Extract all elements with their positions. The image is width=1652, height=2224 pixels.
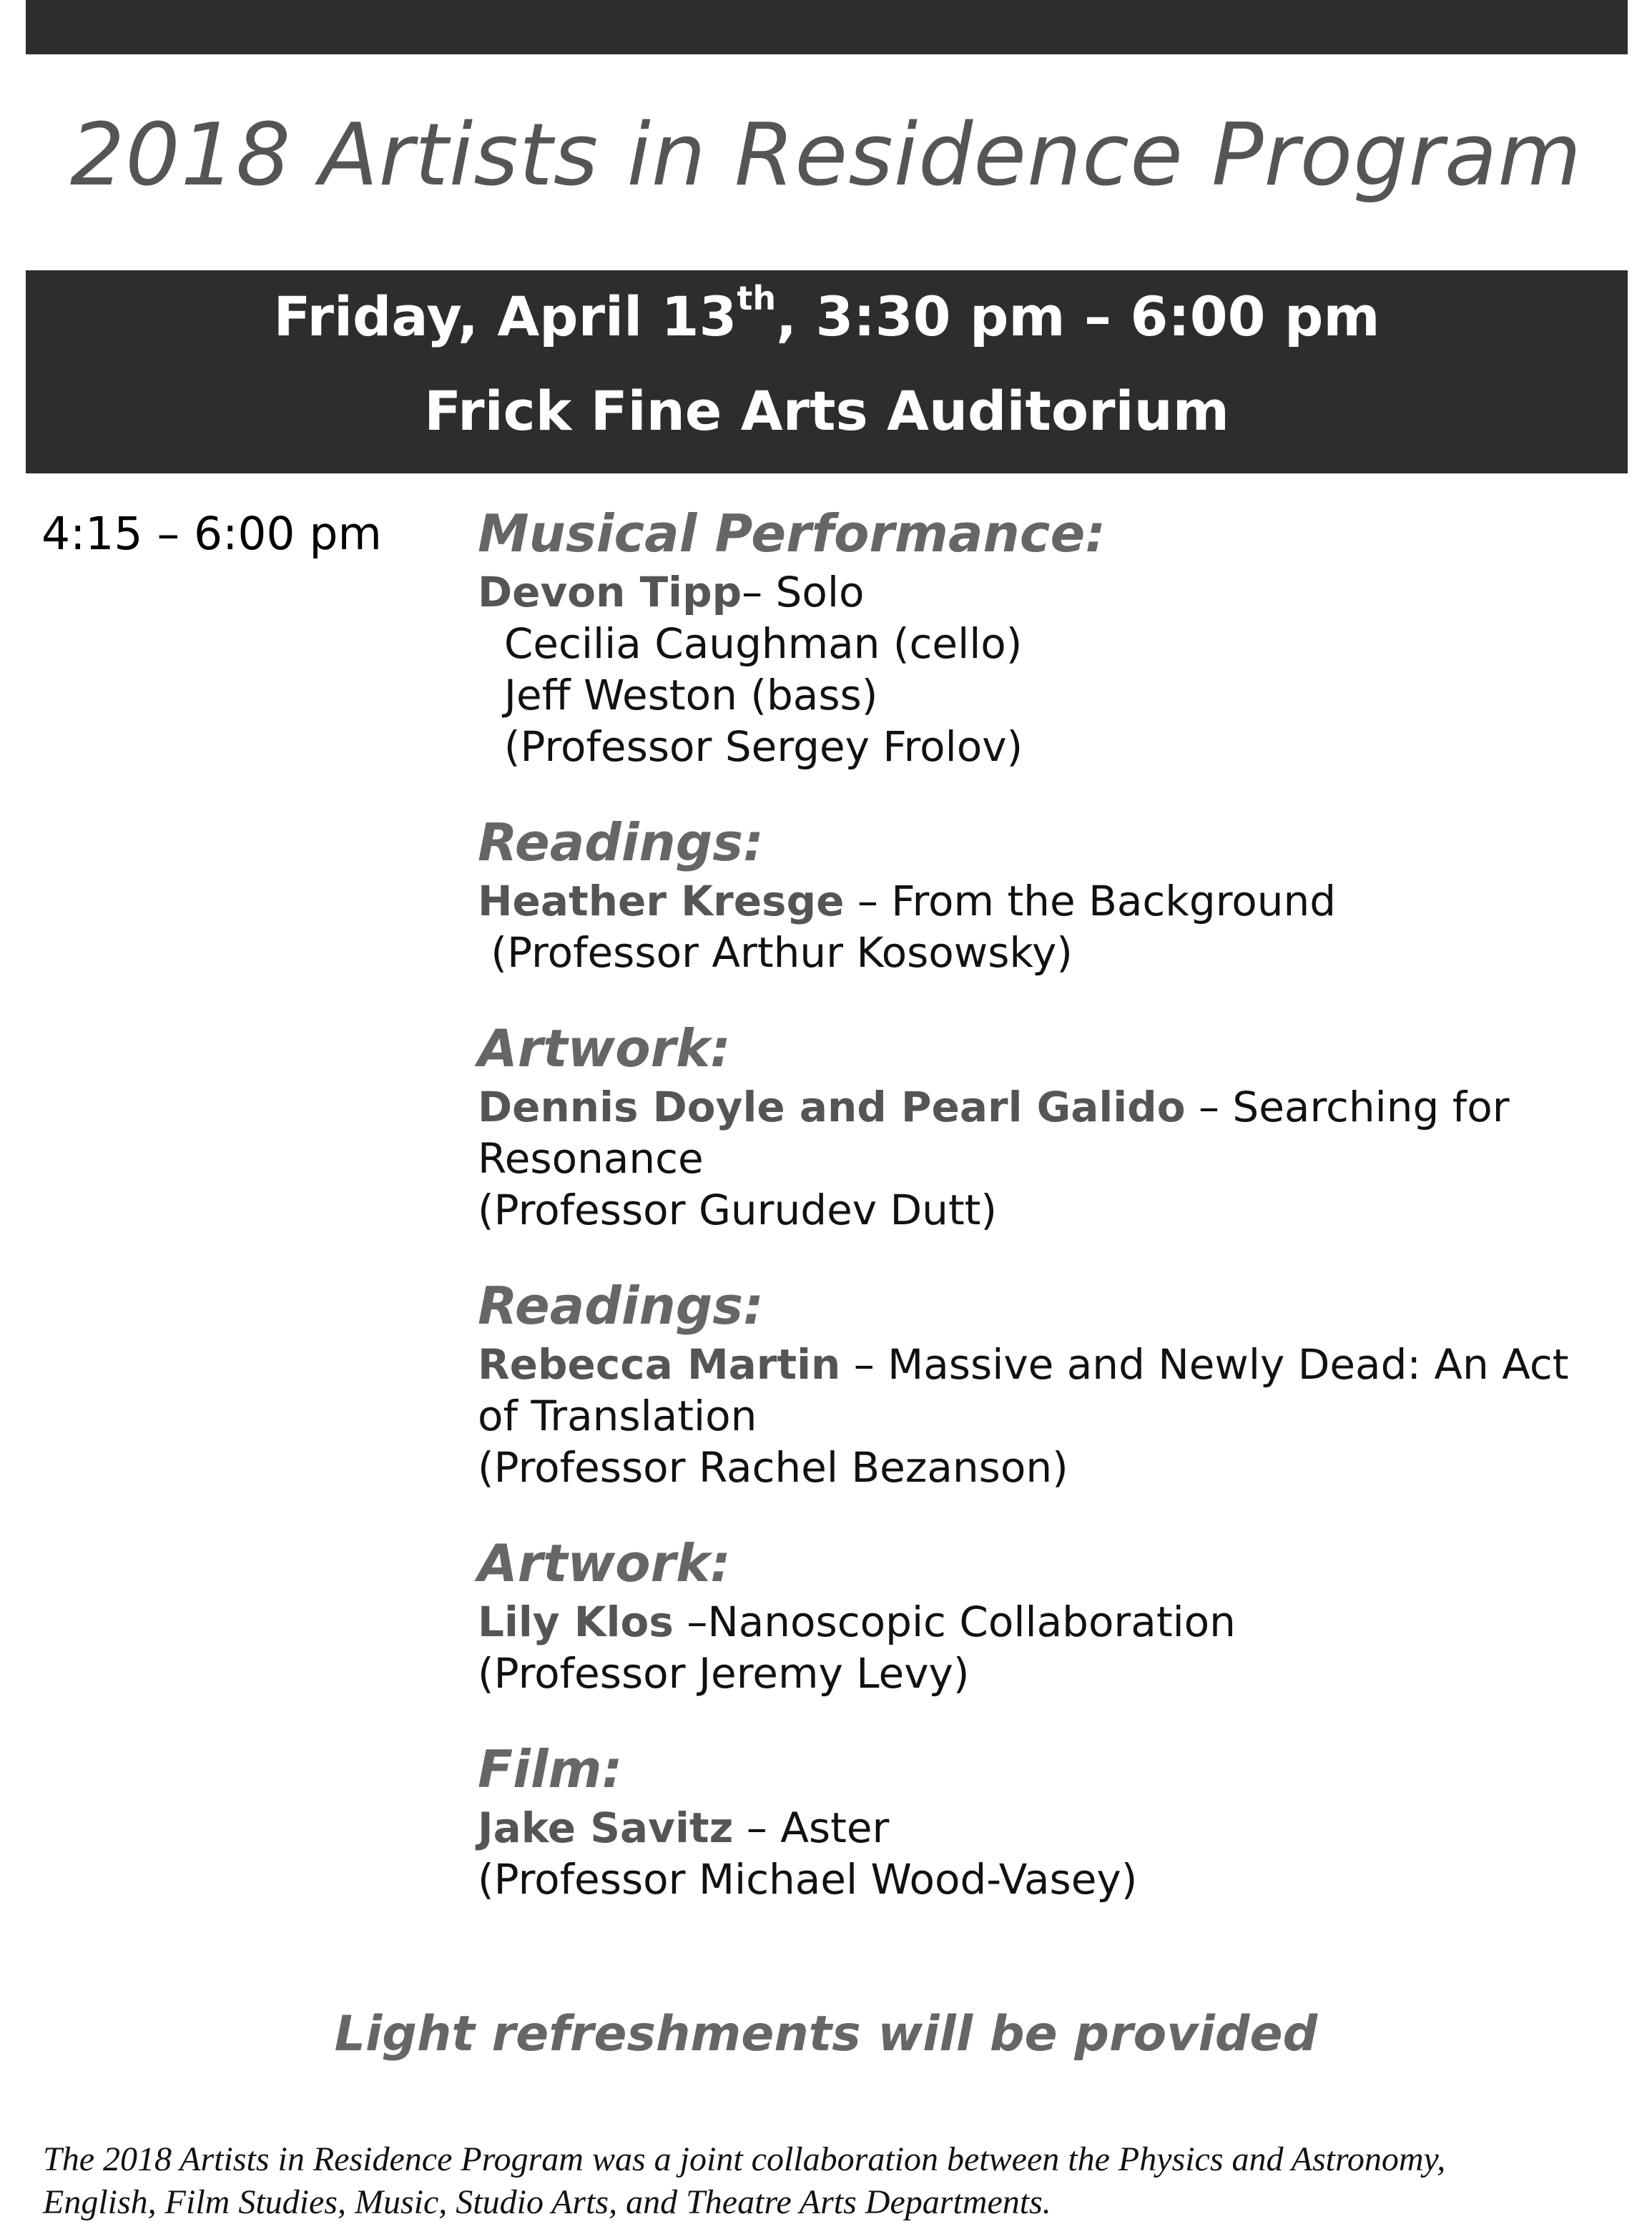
section-entry [478, 1339, 1608, 1390]
work-title: – From the Background [844, 877, 1337, 925]
date-ordinal-suffix: th [737, 279, 777, 318]
section-heading: Musical Performance: [478, 503, 1106, 564]
work-title: – Aster [733, 1804, 890, 1852]
event-location: Frick Fine Arts Auditorium [424, 379, 1229, 443]
entry-detail: (Professor Jeremy Levy) [478, 1649, 970, 1698]
section-heading: Film: [478, 1739, 623, 1799]
program-time: 4:15 – 6:00 pm [41, 508, 382, 560]
section-heading: Artwork: [478, 1533, 731, 1593]
event-date-time [26, 279, 1628, 348]
section-entry [478, 1081, 1608, 1133]
work-title: – Massive and Newly Dead: An Act [840, 1340, 1569, 1389]
entry-detail: (Professor Gurudev Dutt) [478, 1186, 998, 1234]
refreshments-note: Light refreshments will be provided [334, 2006, 1318, 2062]
work-title: –Nanoscopic Collaboration [673, 1598, 1236, 1646]
entry-detail: Jeff Weston (bass) [478, 671, 878, 719]
performer-name: Lily Klos [478, 1598, 674, 1646]
section-entry [478, 1596, 1608, 1648]
program-list [478, 501, 1608, 1942]
entry-detail: (Professor Arthur Kosowsky) [478, 928, 1073, 977]
page-title: 2018 Artists in Residence Program [69, 106, 1583, 205]
program-section [478, 1530, 1608, 1699]
performer-name: Rebecca Martin [478, 1340, 841, 1389]
performer-name: Dennis Doyle and Pearl Galido [478, 1083, 1186, 1131]
performer-name: Heather Kresge [478, 877, 845, 925]
program-section [478, 1736, 1608, 1905]
top-decorative-bar [26, 0, 1628, 54]
entry-detail: (Professor Michael Wood-Vasey) [478, 1855, 1138, 1904]
work-title: – Searching for [1185, 1083, 1510, 1131]
footnote-line: English, Film Studies, Music, Studio Arts, and Theatre Arts Departments. [43, 2183, 1051, 2221]
program-section [478, 810, 1608, 978]
section-entry [478, 875, 1608, 927]
section-entry [478, 566, 1608, 618]
entry-detail: (Professor Sergey Frolov) [478, 722, 1023, 771]
program-section [478, 1015, 1608, 1236]
section-entry [478, 1802, 1608, 1854]
entry-detail: of Translation [478, 1392, 757, 1440]
entry-detail: (Professor Rachel Bezanson) [478, 1443, 1068, 1492]
event-date-banner [26, 270, 1628, 473]
footnote-line: The 2018 Artists in Residence Program was a joint collaboration between the Physics and Astronomy, [43, 2140, 1446, 2178]
performer-name: Devon Tipp [478, 568, 742, 616]
entry-detail: Cecilia Caughman (cello) [478, 619, 1023, 668]
section-heading: Readings: [478, 1276, 764, 1336]
program-section [478, 1273, 1608, 1493]
entry-detail: Resonance [478, 1134, 704, 1183]
work-title: – Solo [742, 568, 865, 616]
section-heading: Artwork: [478, 1018, 731, 1078]
event-time-range: , 3:30 pm – 6:00 pm [776, 285, 1380, 348]
footnote [43, 2138, 1616, 2224]
section-heading: Readings: [478, 812, 764, 872]
event-date: Friday, April 13 [273, 285, 737, 348]
program-section [478, 501, 1608, 772]
performer-name: Jake Savitz [478, 1804, 734, 1852]
